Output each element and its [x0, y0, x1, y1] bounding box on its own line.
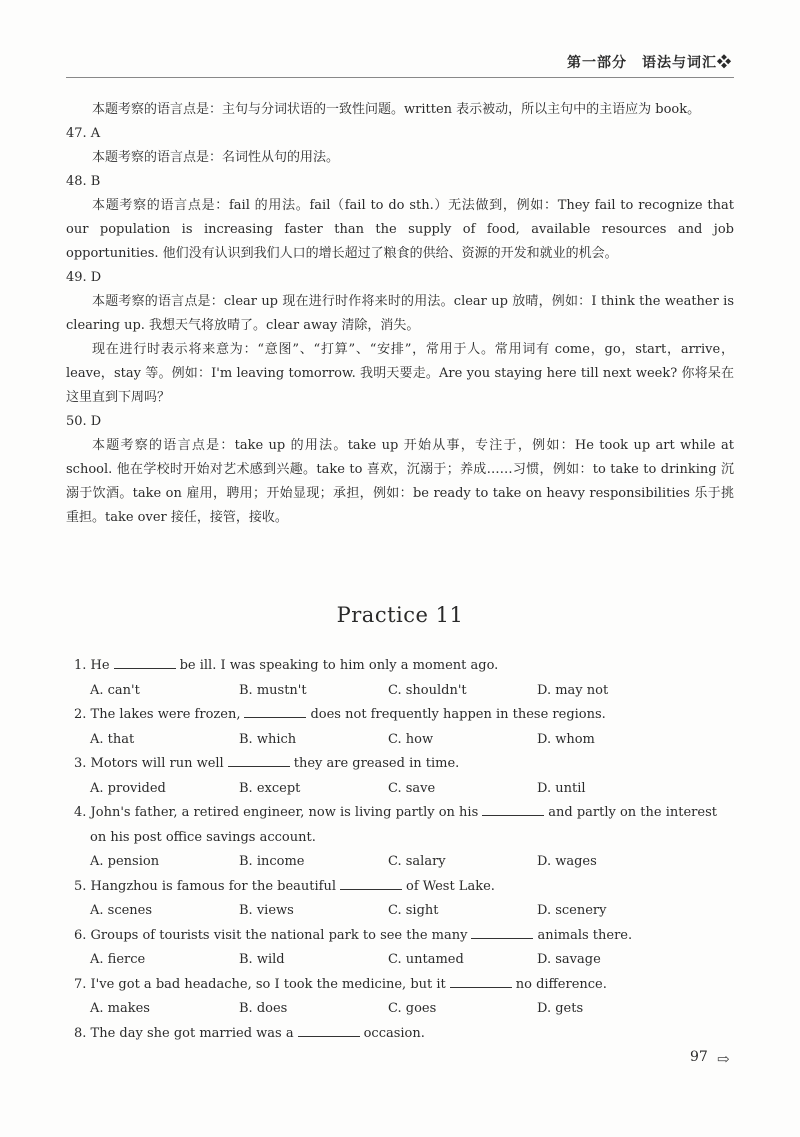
question-item	[74, 924, 738, 973]
question-stem	[74, 924, 738, 949]
answer-key: 47. A	[66, 126, 101, 141]
answer-blank[interactable]	[471, 926, 533, 939]
answer-blank[interactable]	[244, 705, 306, 718]
question-number: 8.	[74, 1025, 91, 1041]
answer-option[interactable]: A. pension	[90, 854, 160, 869]
answer-option[interactable]: C. shouldn't	[388, 682, 467, 698]
explanation-paragraph: 本题考察的语言点是：fail 的用法。fail（fail to do sth.）无法做到，例如：They fail to recognize that our population is increasing faster than the supply of food, available resources and job opportunities. 他们没有认识到我们人口的增长超过了粮食的供给、资源的开发和就业的机会。	[66, 198, 734, 261]
explanation-paragraph: 本题考察的语言点是：名词性从句的用法。	[92, 150, 340, 165]
answer-key: 50. D	[66, 414, 102, 429]
question-item	[74, 973, 738, 1022]
answer-option[interactable]: A. scenes	[90, 903, 153, 918]
practice-title: Practice 11	[336, 603, 464, 627]
option-row	[74, 997, 738, 1022]
answer-option[interactable]: B. wild	[239, 952, 285, 967]
next-arrow-icon: ⇨	[717, 1050, 730, 1068]
question-number: 4.	[74, 805, 91, 820]
option-row	[74, 728, 738, 753]
answer-option[interactable]: A. can't	[90, 682, 140, 698]
question-number: 5.	[74, 878, 91, 894]
question-stem	[74, 801, 738, 826]
answer-key: 48. B	[66, 174, 101, 189]
question-stem	[74, 875, 738, 900]
question-text: animals there.	[537, 927, 633, 943]
question-stem	[74, 654, 738, 679]
question-item	[74, 654, 738, 703]
answer-blank[interactable]	[340, 877, 402, 890]
answer-option[interactable]: C. salary	[388, 854, 446, 869]
question-item	[74, 1022, 738, 1047]
explanation-paragraph: 现在进行时表示将来意为：“意图”、“打算”、“安排”，常用于人。常用词有 come，go，start，arrive，leave，stay 等。例如：I'm leaving tomorrow. 我明天要走。Are you staying here till next week? 你将呆在这里直到下周吗？	[66, 342, 734, 405]
answer-option[interactable]: C. goes	[388, 1001, 437, 1016]
answer-key: 49. D	[66, 270, 102, 285]
question-text: Groups of tourists visit the national park to see the many	[90, 927, 468, 943]
answer-option[interactable]: D. may not	[537, 682, 609, 698]
explanation-paragraph: 本题考察的语言点是：clear up 现在进行时作将来时的用法。clear up 放晴，例如：I think the weather is clearing up. 我想天气将放晴了。clear away 清除，消失。	[66, 294, 734, 333]
answer-option[interactable]: D. wages	[537, 854, 597, 869]
answer-option[interactable]: A. makes	[90, 1001, 150, 1016]
answer-option[interactable]: B. views	[239, 903, 294, 918]
question-text: does not frequently happen in these regions.	[310, 707, 606, 722]
answer-option[interactable]: C. save	[388, 780, 436, 796]
question-text: of West Lake.	[406, 878, 495, 894]
question-number: 3.	[74, 756, 91, 771]
question-text: The lakes were frozen,	[90, 707, 241, 722]
answer-option[interactable]: D. until	[537, 780, 586, 796]
question-item	[74, 801, 738, 875]
question-item	[74, 752, 738, 801]
answer-blank[interactable]	[228, 754, 290, 767]
answer-option[interactable]: A. that	[90, 731, 135, 747]
question-text: He	[90, 658, 110, 673]
page-number: 97	[690, 1049, 708, 1065]
question-text: John's father, a retired engineer, now is living partly on his	[90, 805, 479, 820]
question-text: no difference.	[515, 976, 607, 992]
answer-option[interactable]: B. mustn't	[239, 682, 307, 698]
explanation-paragraph: 本题考察的语言点是：主句与分词状语的一致性问题。written 表示被动，所以主句中的主语应为 book。	[92, 102, 701, 117]
answer-blank[interactable]	[114, 656, 176, 669]
question-text: and partly on the interest	[548, 805, 717, 820]
question-text: Hangzhou is famous for the beautiful	[90, 878, 337, 894]
question-number: 1.	[74, 658, 91, 673]
question-text: they are greased in time.	[293, 756, 460, 771]
answer-option[interactable]: D. gets	[537, 1001, 584, 1016]
answer-option[interactable]: B. income	[239, 854, 305, 869]
answer-option[interactable]: B. except	[239, 780, 301, 796]
option-row	[74, 850, 738, 875]
answer-explanations	[66, 98, 734, 530]
question-text: Motors will run well	[90, 756, 224, 771]
answer-blank[interactable]	[298, 1024, 360, 1037]
option-row	[74, 777, 738, 802]
answer-option[interactable]: B. which	[239, 731, 297, 747]
question-number: 6.	[74, 927, 91, 943]
option-row	[74, 948, 738, 973]
answer-option[interactable]: B. does	[239, 1001, 288, 1016]
question-text: be ill. I was speaking to him only a moment ago.	[179, 658, 499, 673]
question-list	[74, 654, 738, 1046]
option-row	[74, 899, 738, 924]
question-item	[74, 703, 738, 752]
answer-option[interactable]: D. savage	[537, 952, 601, 967]
option-row	[74, 679, 738, 704]
question-stem	[74, 1022, 738, 1047]
header-rule	[66, 77, 734, 78]
answer-option[interactable]: C. sight	[388, 903, 439, 918]
question-number: 7.	[74, 976, 91, 992]
question-stem	[74, 752, 738, 777]
explanation-paragraph: 本题考察的语言点是：take up 的用法。take up 开始从事，专注于，例如：He took up art while at school. 他在学校时开始对艺术感到兴趣。take to 喜欢，沉溺于；养成……习惯，例如：to take to drinking 沉溺于饮酒。take on 雇用，聘用；开始显现；承担，例如：be ready to take on heavy responsibilities 乐于挑重担。take over 接任，接管，接收。	[66, 438, 734, 525]
answer-option[interactable]: A. fierce	[90, 952, 146, 967]
question-text: The day she got married was a	[90, 1025, 294, 1041]
question-text: I've got a bad headache, so I took the medicine, but it	[90, 976, 446, 992]
answer-option[interactable]: A. provided	[90, 780, 166, 796]
question-number: 2.	[74, 707, 91, 722]
question-text: occasion.	[363, 1025, 425, 1041]
answer-blank[interactable]	[482, 803, 544, 816]
answer-option[interactable]: C. how	[388, 731, 434, 747]
question-continuation: on his post office savings account.	[90, 829, 316, 845]
question-stem	[74, 703, 738, 728]
answer-option[interactable]: D. scenery	[537, 903, 607, 918]
answer-option[interactable]: C. untamed	[388, 952, 464, 967]
running-header: 第一部分 语法与词汇❖	[567, 55, 732, 71]
answer-blank[interactable]	[450, 975, 512, 988]
question-item	[74, 875, 738, 924]
answer-option[interactable]: D. whom	[537, 731, 595, 747]
question-stem	[74, 973, 738, 998]
